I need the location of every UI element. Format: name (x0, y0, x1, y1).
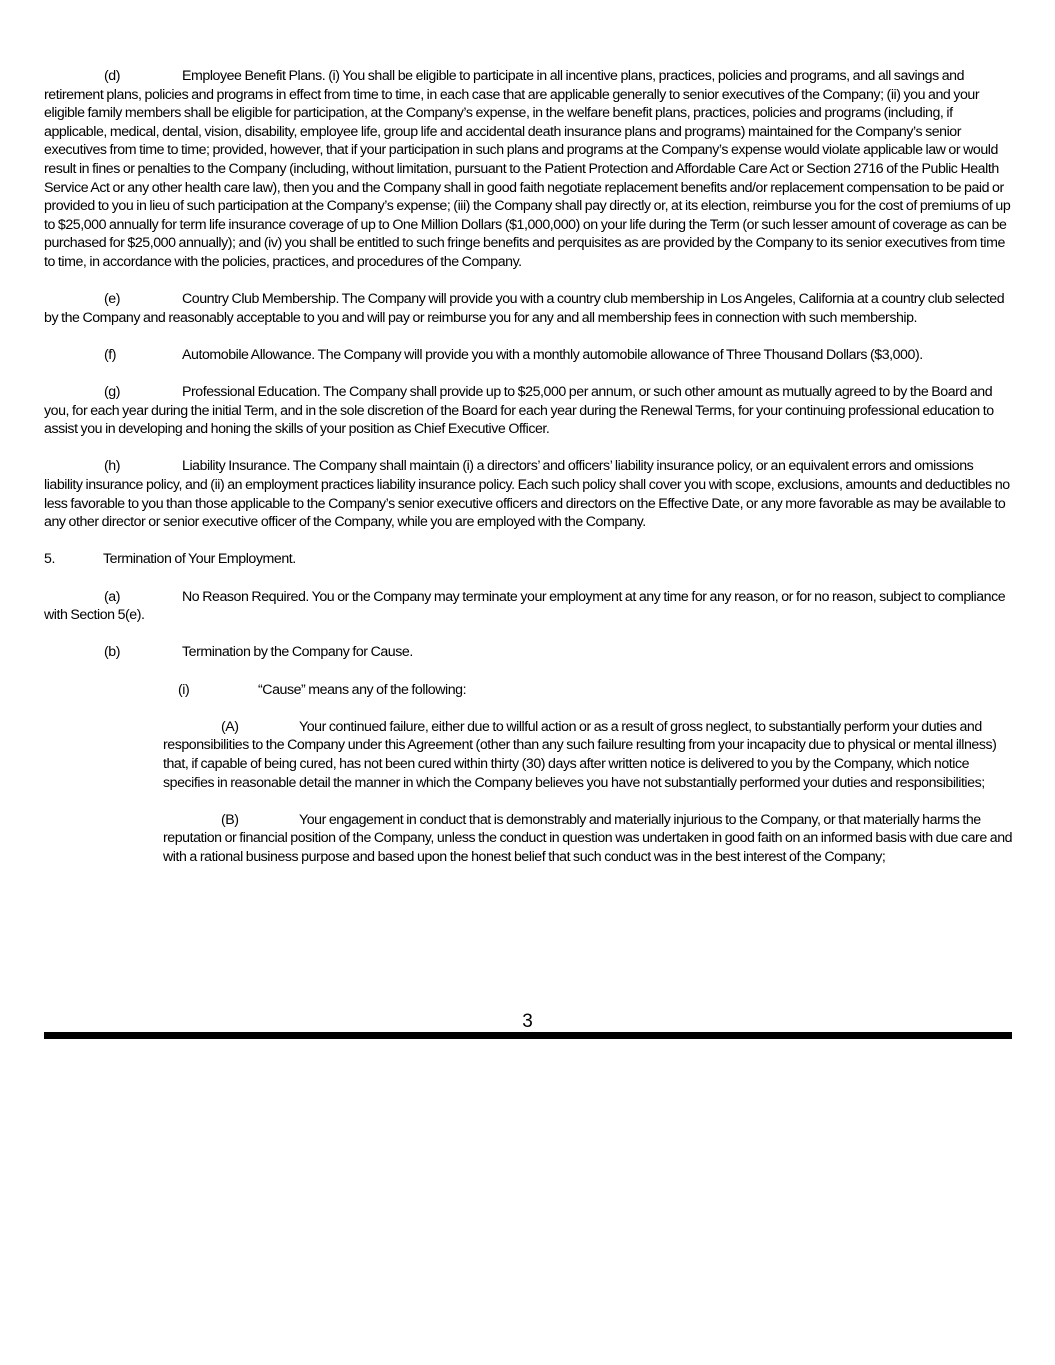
heading-title: Termination of Your Employment. (103, 551, 296, 568)
document-page (44, 67, 1014, 885)
section-5a (44, 588, 1014, 625)
section-label: (a) (104, 588, 120, 605)
section-text: Your continued failure, either due to willful action or as a result of gross neglect, to substantially perform your duties and responsibilities to the Company under this Agreement (other than any such failure resulting from your incapacity due to physical or mental illness) that, if capable of being cured, has not been cured within thirty (30) days after written notice is delivered to you by the Company, which notice specifies in reasonable detail the manner in which the Company believes you have not substantially performed your duties and responsibilities; (163, 718, 997, 791)
section-5b-i-B (163, 811, 1014, 867)
section-text: Professional Education. The Company shall provide up to $25,000 per annum, or such other amount as mutually agreed to by the Board and you, for each year during the initial Term, and in the sole discretion of the Board for each year during the Renewal Terms, for your continuing professional education to assist you in developing and honing the skills of your position as Chief Executive Officer. (44, 384, 994, 438)
section-5b-i-A (163, 718, 1014, 792)
section-text: Automobile Allowance. The Company will provide you with a monthly automobile allowance of Three Thousand Dollars ($3,000). (182, 346, 923, 363)
footer-rule (44, 1032, 1012, 1039)
section-text: Country Club Membership. The Company will provide you with a country club membership in Los Angeles, California at a country club selected by the Company and reasonably acceptable to you and will pay or reimburse you for any and all membership fees in connection with such membership. (44, 291, 1005, 326)
section-d (44, 67, 1014, 272)
section-f (44, 346, 1014, 365)
section-text: Your engagement in conduct that is demonstrably and materially injurious to the Company, or that materially harms the reputation or financial position of the Company, unless the conduct in question was undertaken in good faith on an informed basis with due care and with a rational business purpose and based upon the honest belief that such conduct was in the best interest of the Company; (163, 811, 1013, 865)
section-text: Liability Insurance. The Company shall maintain (i) a directors’ and officers’ liability insurance policy, or an equivalent errors and omissions liability insurance policy, and (ii) an employment practices liability insurance policy. Each such policy shall cover you with scope, exclusions, amounts and deductibles no less favorable to you than those applicable to the Company’s senior executive officers and directors on the Effective Date, or any more favorable as may be available to any other director or senior executive officer of the Company, while you are employed with the Company. (44, 458, 1010, 531)
section-text: Employee Benefit Plans. (i) You shall be eligible to participate in all incentive plans, practices, policies and programs, and all savings and retirement plans, policies and programs in effect from time to time, in each case that are applicable generally to senior executives of the Company; (ii) you and your eligible family members shall be eligible for participation, at the Company’s expense, in the welfare benefit plans, practices, policies and programs (including, if applicable, medical, dental, vision, disability, employee life, group life and accidental death insurance plans and programs) maintained for the Company’s senior executives from time to time; provided, however, that if your participation in such plans and programs at the Company’s expense would violate applicable law or would result in fines or penalties to the Company (including, without limitation, pursuant to the Patient Protection and Affordable Care Act or Section 2716 of the Public Health Service Act or any other health care law), then you and the Company shall in good faith negotiate replacement benefits and/or replacement compensation to be paid or provided to you in lieu of such participation at the Company’s expense; (iii) the Company shall pay directly or, at its election, reimburse you for the cost of premiums of up to $25,000 annually for term life insurance coverage of up to One Million Dollars ($1,000,000) on your life during the Term (or such lesser amount of coverage as can be purchased for $25,000 annually); and (iv) you shall be entitled to such fringe benefits and perquisites as are provided by the Company to its senior executives from time to time, in accordance with the policies, practices, and procedures of the Company. (44, 68, 1011, 270)
section-label: (B) (221, 811, 239, 828)
section-e (44, 290, 1014, 327)
section-text: No Reason Required. You or the Company may terminate your employment at any time for any reason, or for no reason, subject to compliance with Section 5(e). (44, 588, 1006, 624)
heading-5 (44, 550, 1014, 569)
section-label: (A) (221, 718, 239, 735)
section-label: (g) (104, 384, 120, 401)
section-5b (44, 643, 1014, 662)
section-label: (b) (104, 644, 120, 661)
section-label: (d) (104, 68, 120, 84)
section-h (44, 457, 1014, 531)
section-label: (h) (104, 458, 120, 475)
heading-number: 5. (44, 551, 55, 568)
section-text: Termination by the Company for Cause. (182, 644, 413, 661)
section-g (44, 383, 1014, 439)
section-5b-i (44, 681, 1014, 700)
section-label: (i) (178, 681, 190, 698)
section-text: “Cause” means any of the following: (258, 681, 467, 698)
section-label: (e) (104, 291, 120, 308)
section-label: (f) (104, 346, 117, 363)
page-number: 3 (522, 1011, 533, 1032)
